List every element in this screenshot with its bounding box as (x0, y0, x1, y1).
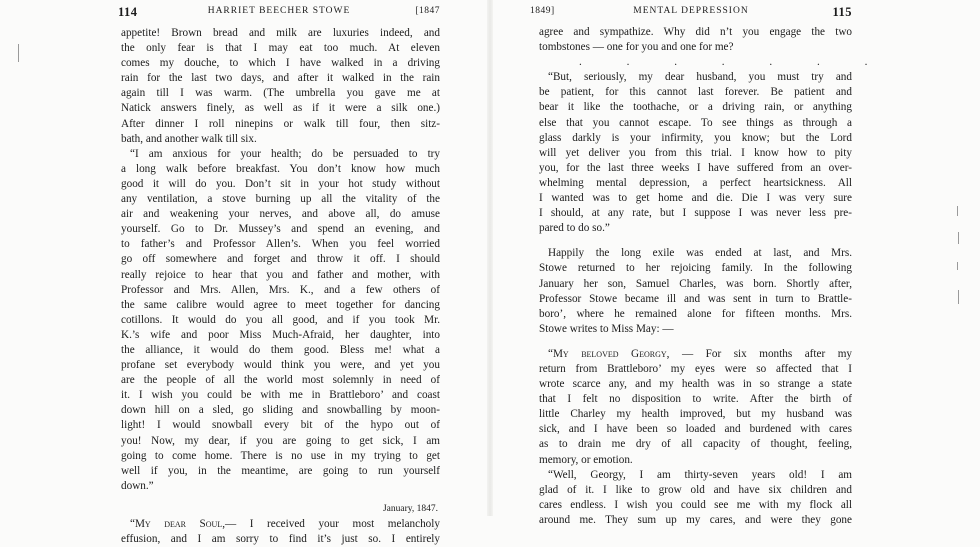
text-line: memory, or emotion. (539, 453, 633, 466)
right-running-header (530, 5, 852, 19)
text-line: tombstones — one for you and one for me? (539, 41, 734, 54)
text-line: cares endless. I wish you could see me with my flock all (539, 498, 852, 511)
text-line: you, for the last three weeks I have suffered from an over- (539, 161, 852, 174)
left-year-tag: [1847 (415, 6, 440, 16)
left-running-head: HARRIET BEECHER STOWE (207, 6, 351, 16)
text-line: again till I was warm. (The umbrella you gave me at (121, 87, 440, 100)
text-line (121, 494, 440, 502)
text-line: the same calibre would agree to meet together for dancing (121, 298, 440, 311)
text-line: sick, and I have been so loaded and burdened with cares (539, 423, 852, 436)
text-line: you! Now, my dear, if you are going to get sick, I am (121, 434, 440, 447)
text-line: After dinner I roll ninepins or walk till four, then sitz- (121, 117, 440, 130)
text-line: around me. They sum up my cares, and were they gone (539, 513, 852, 526)
text-line: appetite! Brown bread and milk are luxuries indeed, and (121, 27, 440, 39)
text-line: agree and sympathize. Why did n’t you engage the two (539, 26, 852, 38)
text-line: wrote scarce any, and my health was in so strange a state (539, 378, 852, 391)
scan-mark-right-2 (958, 232, 959, 244)
scan-mark-right-3 (957, 262, 958, 270)
text-line: Stowe returned to her rejoicing family. In the following (539, 262, 852, 275)
right-page-number: 115 (832, 5, 852, 19)
text-line: bath, and another walk till six. (121, 132, 257, 145)
text-line: Professor Stowe became ill and was sent in turn to Brattle- (539, 292, 852, 305)
right-running-head: MENTAL DEPRESSION (633, 6, 749, 16)
text-line: boro’, where he remained alone for fifteen months. Mrs. (539, 307, 852, 320)
scan-mark-right-1 (957, 206, 958, 216)
left-running-header (118, 5, 440, 19)
text-line: going to come home. There is no use in my trying to get (121, 449, 440, 462)
text-line: that I felt no disposition to write. After the birth of (539, 393, 852, 406)
text-line: it. I wish you could be with me in Brattleboro’ and coast (121, 389, 440, 402)
text-line: “But, seriously, my dear husband, you must try and (548, 71, 852, 84)
text-line: will yet deliver you from this trial. I know how to pity (539, 146, 852, 159)
text-line: glad of it. I like to grow old and have six children and (539, 483, 852, 496)
text-line: effusion, and I am sorry to find it’s just so. I entirely (121, 533, 440, 546)
text-line: the only fear is that I may eat too much. At eleven (121, 42, 440, 55)
text-line (539, 236, 852, 246)
text-line: good it will do you. Don’t sit in your hot study without (121, 177, 440, 190)
text-line: to father’s and Professor Allen’s. When you feel worried (121, 238, 440, 251)
text-line: down hill on a sled, go sliding and snowballing by moon- (121, 404, 440, 417)
text-line: I should, at any rate, but I suppose I was never less pre- (539, 207, 852, 220)
left-page (0, 0, 490, 546)
text-line: rain for the last two days, and after it walked in the rain (121, 72, 440, 85)
text-line: cotillons. It would do you all good, and if you took Mr. (121, 313, 440, 326)
text-line: the alliance, it would do them good. Bless me! what a (121, 343, 440, 356)
text-line: are the people of all the world most solemnly in need of (121, 374, 440, 387)
text-line: return from Brattleboro’ my eyes were so affected that I (539, 362, 852, 375)
text-line: Professor and Mrs. Allen, Mrs. K., and a few others of (121, 283, 440, 296)
text-line: “My dear Soul,— I received your most melancholy (130, 518, 440, 530)
left-text-column (121, 26, 440, 547)
right-year-tag: 1849] (530, 6, 555, 16)
text-line: “I am anxious for your health; do be persuaded to try (130, 147, 440, 160)
text-line: air and weakening your nerves, and above all, do amuse (121, 208, 440, 221)
text-line: . . . . . . . (579, 56, 868, 69)
right-page (490, 0, 980, 526)
text-line: any ventilation, a stove burning up all the vitality of the (121, 193, 440, 206)
text-line: “Well, Georgy, I am thirty-seven years old! I am (548, 468, 852, 481)
text-line: go off somewhere and forget and throw it off. I should (121, 253, 440, 266)
text-line: I wanted was to get home and die. Die I was very sure (539, 192, 852, 205)
left-page-number: 114 (118, 5, 138, 19)
text-line (539, 337, 852, 347)
right-text-column (539, 25, 868, 528)
text-line: “My beloved Georgy, — For six months after my (548, 347, 852, 360)
text-line: Natick answers finely, as well as if it were a silk one.) (121, 102, 440, 115)
text-line: yourself. Go to Dr. Mussey’s and spend an evening, and (121, 223, 440, 236)
text-line: comes my douche, to which I have walked in a driving (121, 57, 440, 70)
text-line: Happily the long exile was ended at last, and Mrs. (548, 247, 852, 260)
text-line: really rejoice to hear that you and father and mother, with (121, 268, 440, 281)
text-line: profane set everybody would think you were, and yet you (121, 359, 440, 372)
text-line: whelming mental depression, a perfect heartsickness. All (539, 176, 852, 189)
text-line: K.’s wife and poor Miss Much-Afraid, her daughter, into (121, 328, 440, 341)
text-line: January her son, Samuel Charles, was born. Shortly after, (539, 277, 852, 290)
text-line: a long walk before breakfast. You don’t know how much (121, 162, 440, 175)
text-line: glass darkly is your infirmity, you know; but the Lord (539, 131, 852, 144)
text-line: be patient, for this cannot last forever. Be patient and (539, 86, 852, 99)
text-line: January, 1847. (382, 503, 438, 514)
text-line: bear it like the toothache, or a driving rain, or anything (539, 101, 852, 114)
scan-mark-left (18, 44, 19, 62)
text-line: little Charley my health improved, but my husband was (539, 408, 852, 421)
text-line: Stowe writes to Miss May: — (539, 322, 674, 335)
scan-mark-right-4 (958, 290, 959, 304)
text-line: light! I would snowball every bit of the hypo out of (121, 419, 440, 432)
text-line: well if you, in the meantime, are going to run yourself (121, 464, 440, 477)
text-line: down.” (121, 479, 154, 492)
text-line: as to drain me dry of all capacity of thought, feeling, (539, 438, 852, 451)
text-line: pared to do so.” (539, 222, 610, 235)
text-line: else that you cannot escape. To see things as through a (539, 116, 852, 129)
